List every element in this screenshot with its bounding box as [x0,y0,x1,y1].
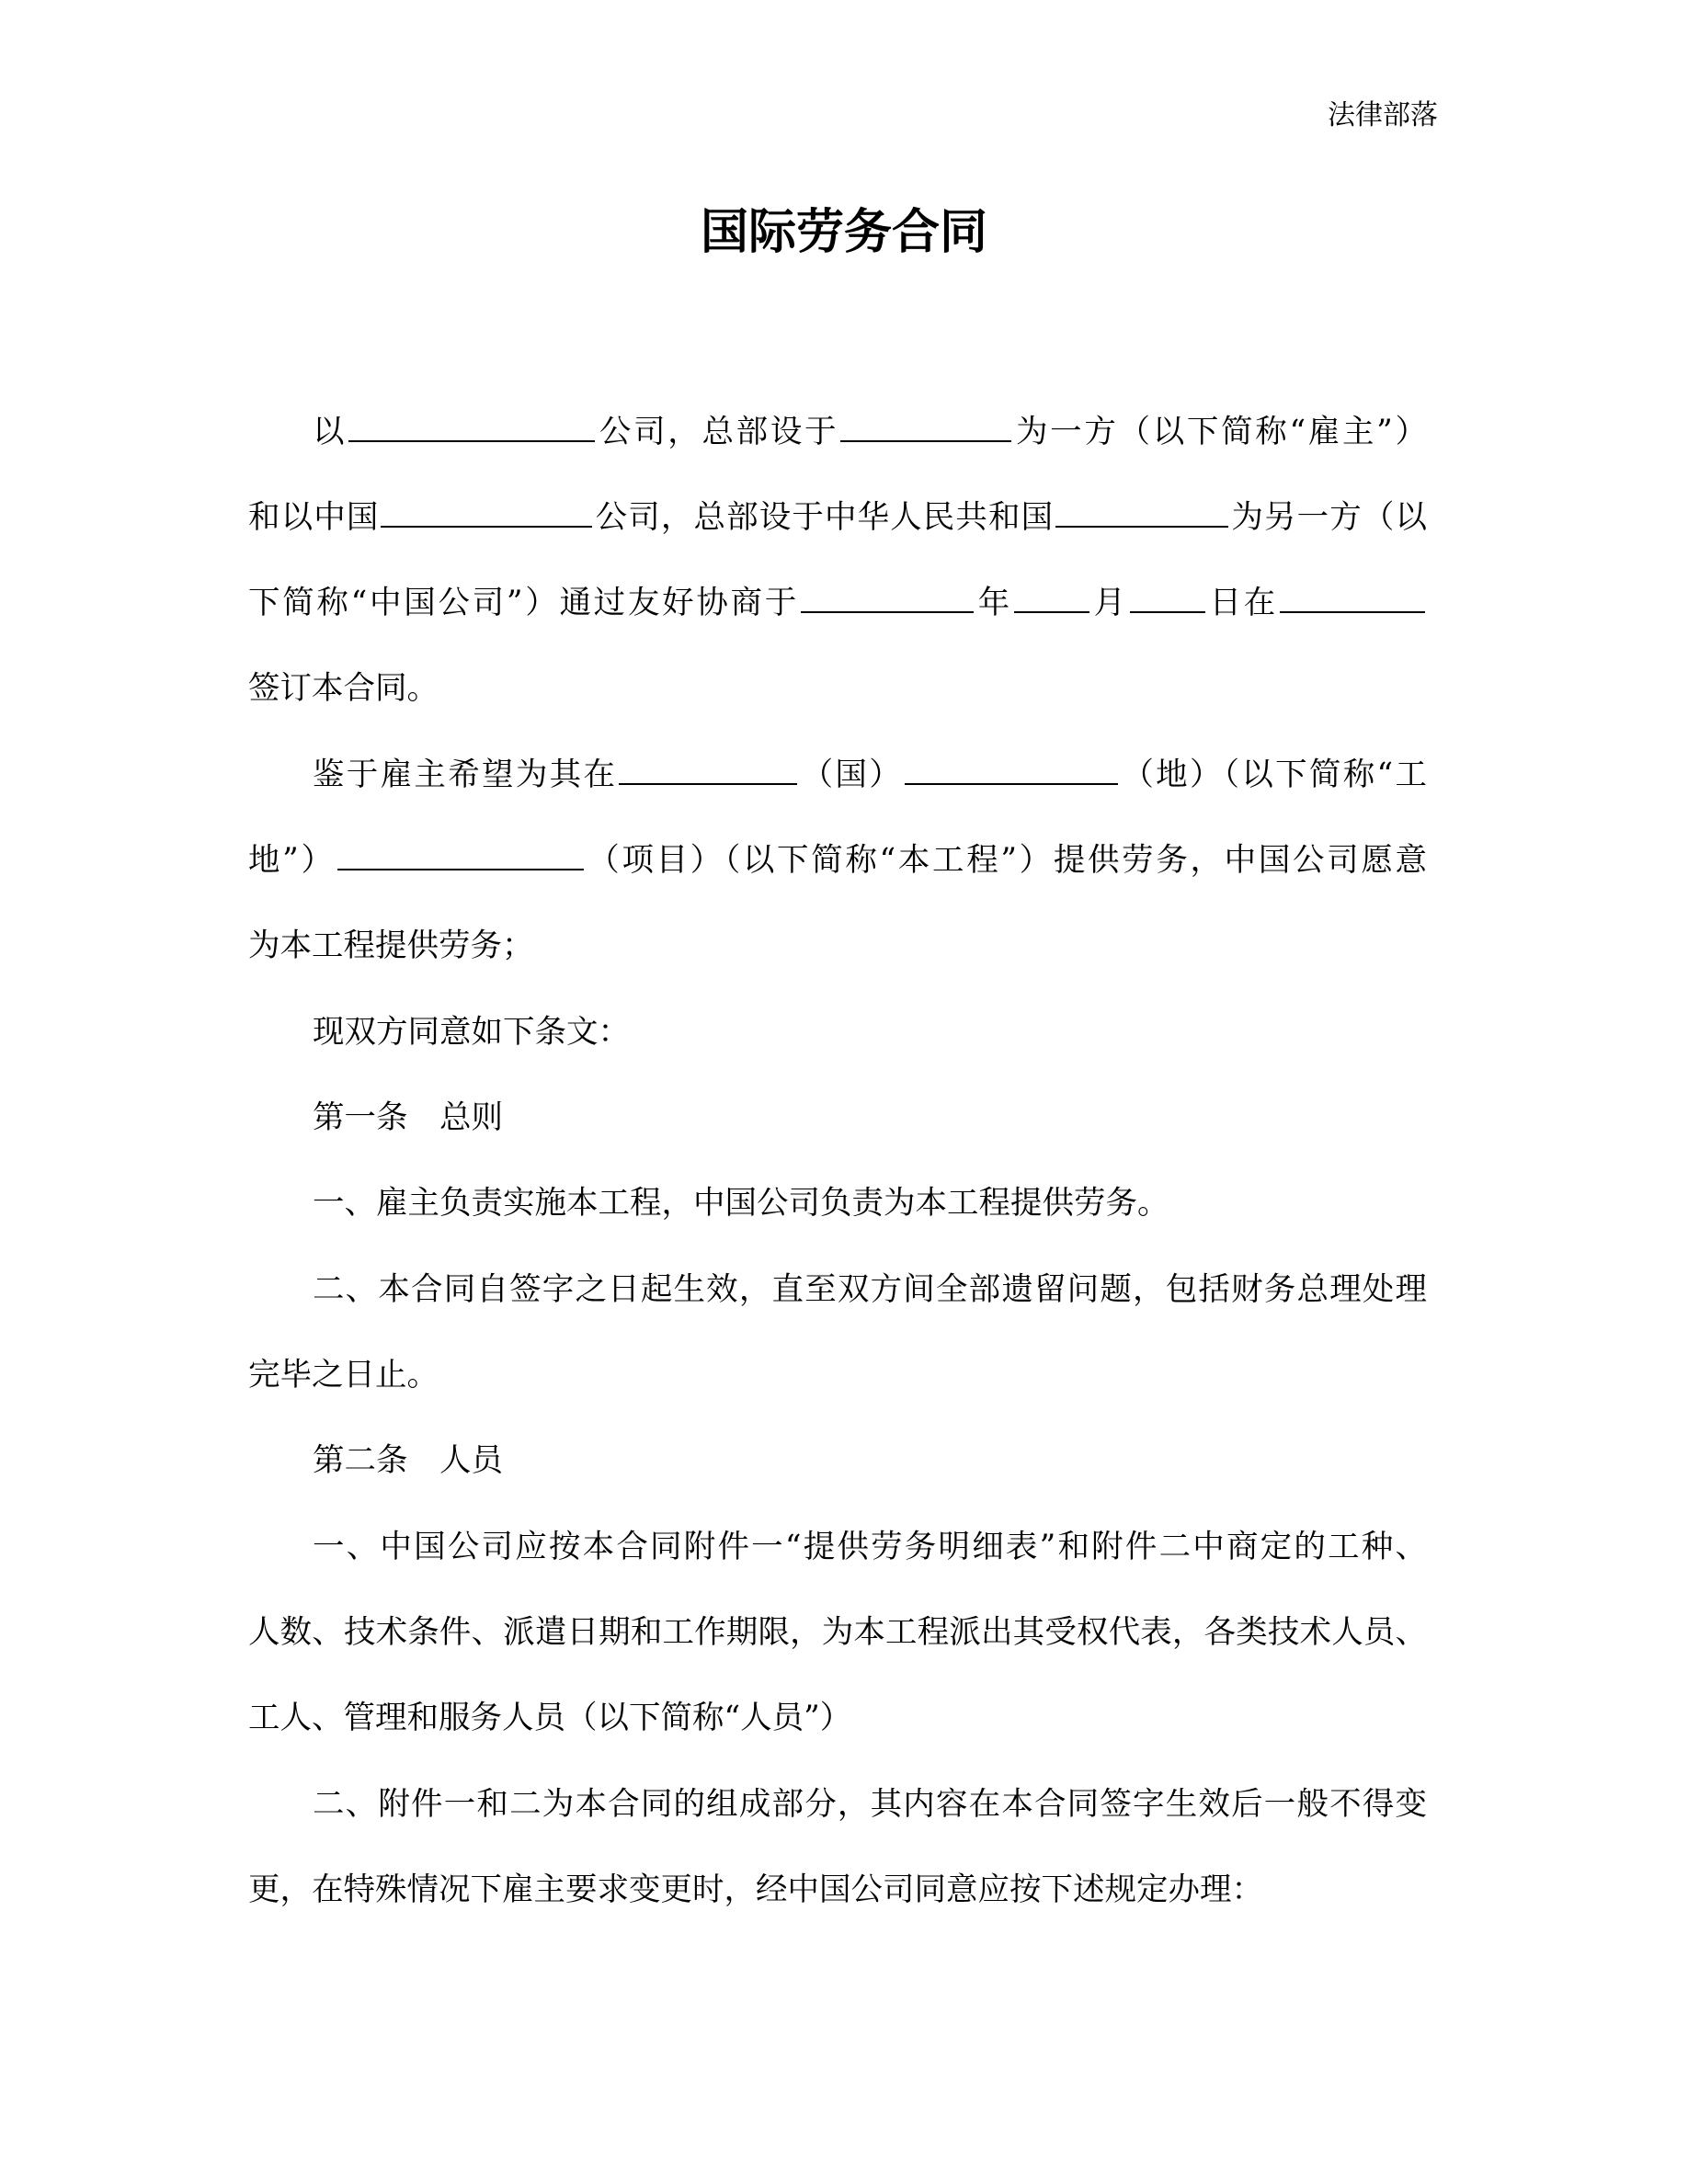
sign-day-blank[interactable] [1130,584,1205,613]
article-2-clause-2-line-1: 二、附件一和二为本合同的组成部分，其内容在本合同签字生效后一般不得变 [313,1786,1427,1823]
employer-company-blank[interactable] [348,413,595,442]
header-watermark: 法律部落 [1328,99,1438,131]
recital-line-2 [248,837,1427,883]
text-segment: （地）（以下简称“工 [1120,756,1428,793]
text-segment: 公司，总部设于中华人民共和国 [594,499,1055,536]
project-blank[interactable] [337,841,584,870]
text-segment: 和以中国 [248,499,380,536]
text-segment: 日在 [1206,585,1279,621]
preamble-line-2 [248,495,1427,540]
text-segment: 公司，总部设于 [597,414,839,450]
preamble-line-4: 签订本合同。 [248,670,439,707]
recital-line-3: 为本工程提供劳务； [248,927,534,964]
preamble-line-3 [248,580,1427,626]
text-segment: （项目）（以下简称“本工程”）提供劳务，中国公司愿意 [585,842,1427,879]
country-blank[interactable] [619,756,797,785]
article-2-clause-1-line-1: 一、中国公司应按本合同附件一“提供劳务明细表”和附件二中商定的工种、 [313,1529,1427,1565]
sign-month-blank[interactable] [1014,584,1089,613]
site-blank[interactable] [905,756,1118,785]
text-segment: 鉴于雇主希望为其在 [313,756,618,793]
agreement-intro: 现双方同意如下条文： [313,1014,630,1051]
article-1-clause-2-line-2: 完毕之日止。 [248,1357,439,1393]
text-segment: 以 [313,414,348,450]
document-title: 国际劳务合同 [700,204,987,260]
text-segment: 月 [1090,585,1128,621]
chinese-company-blank[interactable] [381,498,592,528]
text-segment: 为一方（以下简称“雇主”） [1013,414,1428,450]
text-segment: 年 [975,585,1012,621]
employer-hq-blank[interactable] [840,413,1011,442]
text-segment: （国） [799,756,904,793]
text-segment: 为另一方（以 [1230,499,1428,536]
article-2-clause-1-line-3: 工人、管理和服务人员（以下简称“人员”） [248,1700,852,1736]
article-2-heading: 第二条 人员 [313,1442,503,1479]
preamble-line-1 [313,409,1427,455]
article-1-heading: 第一条 总则 [313,1099,503,1136]
article-1-clause-2-line-1: 二、本合同自签字之日起生效，直至双方间全部遗留问题，包括财务总理处理 [313,1271,1427,1308]
sign-year-blank[interactable] [801,584,974,613]
text-segment: 地”） [248,842,336,879]
sign-place-blank[interactable] [1280,584,1425,613]
chinese-company-hq-blank[interactable] [1055,498,1228,528]
recital-line-1 [313,752,1427,798]
article-2-clause-1-line-2: 人数、技术条件、派遣日期和工作期限，为本工程派出其受权代表，各类技术人员、 [248,1614,1427,1651]
article-1-clause-1: 一、雇主负责实施本工程，中国公司负责为本工程提供劳务。 [313,1185,1169,1222]
text-segment: 下简称“中国公司”）通过友好协商于 [248,585,799,621]
article-2-clause-2-line-2: 更，在特殊情况下雇主要求变更时，经中国公司同意应按下述规定办理： [248,1871,1263,1908]
